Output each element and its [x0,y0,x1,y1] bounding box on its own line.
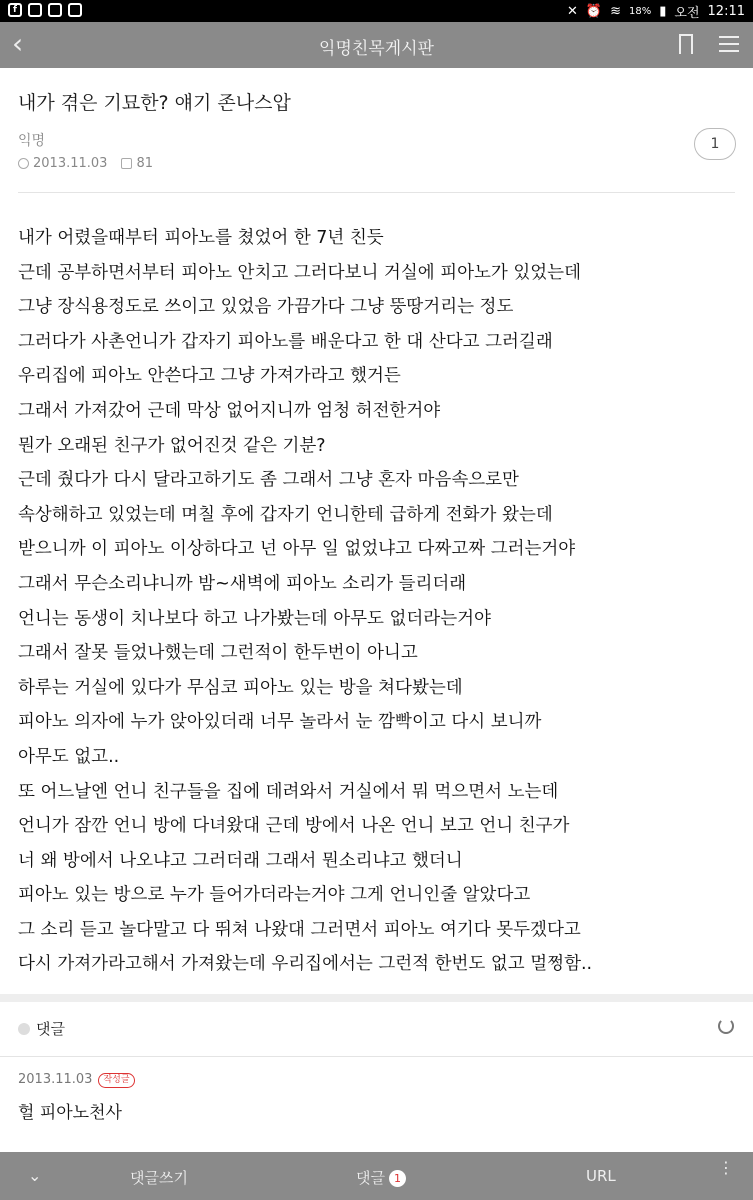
instagram-icon-2 [68,3,82,17]
app-bar [0,22,753,68]
post-line: 그냥 장식용정도로 쓰이고 있었음 가끔가다 그냥 뚱땅거리는 정도 [18,297,514,318]
post-line: 너 왜 방에서 나오냐고 그러더래 그래서 뭔소리냐고 했더니 [18,850,463,871]
post-line: 내가 어렸을때부터 피아노를 쳤었어 한 7년 친듯 [18,228,384,248]
post-line: 피아노 의자에 누가 앉아있더래 너무 놀라서 눈 깜빡이고 다시 보니까 [18,712,542,733]
post-line: 언니가 잠깐 언니 방에 다녀왔대 근데 방에서 나온 언니 보고 언니 친구가 [18,816,570,837]
url-button[interactable]: URL [586,1167,616,1185]
divider [18,192,735,193]
status-bar [0,0,753,22]
post-body [18,221,738,982]
comments-button-label: 댓글 [356,1169,385,1187]
post-line: 우리집에 피아노 안쓴다고 그냥 가져가라고 했거든 [18,366,401,387]
post-line: 아무도 없고.. [18,746,120,767]
author-badge: 작성글 [98,1073,134,1088]
bottom-bar [0,1152,753,1200]
post-line: 그러다가 사촌언니가 갑자기 피아노를 배운다고 한 대 산다고 그러길래 [18,331,553,352]
post-author: 익명 [18,133,46,149]
post-line: 속상해하고 있었는데 며칠 후에 갑자기 언니한테 급하게 전화가 왔는데 [18,504,553,525]
refresh-icon[interactable] [718,1018,734,1034]
post-date: 2013.11.03 [33,156,108,171]
comment-date-text: 2013.11.03 [18,1072,93,1087]
post-line: 근데 공부하면서부터 피아노 안치고 그러다보니 거실에 피아노가 있었는데 [18,262,581,283]
back-icon[interactable]: ‹ [12,27,24,60]
status-notification-icons [8,3,82,17]
board-title: 익명친목게시판 [319,39,434,59]
view-count-icon [121,158,132,169]
divider [0,1056,753,1057]
comments-header-label: 댓글 [36,1020,65,1038]
comments-count-badge: 1 [389,1170,406,1187]
more-icon[interactable]: ⋮ [718,1158,734,1177]
wifi-icon: ≋ [610,4,622,19]
post-line: 하루는 거실에 있다가 무심코 피아노 있는 방을 쳐다봤는데 [18,677,463,698]
post-line: 또 어느날엔 언니 친구들을 집에 데려와서 거실에서 뭐 먹으면서 노는데 [18,781,559,802]
battery-percent: 18% [629,6,652,17]
post-views: 81 [136,156,153,171]
post-title: 내가 겪은 기묘한? 얘기 존나스압 [18,92,291,114]
comments-header [18,1018,65,1039]
bookmark-icon[interactable] [679,34,693,54]
ampm: 오전 [674,6,700,21]
post-line: 근데 줬다가 다시 달라고하기도 좀 그래서 그냥 혼자 마음속으로만 [18,470,519,491]
chevron-down-icon[interactable]: ⌄ [28,1166,42,1185]
alarm-icon: ⏰ [585,4,603,19]
post-line: 다시 가져가라고해서 가져왔는데 우리집에서는 그런적 한번도 없고 멀쩡함.. [18,954,593,975]
post-line: 뭔가 오래된 친구가 없어진것 같은 기분? [18,435,326,456]
write-comment-button[interactable]: 댓글쓰기 [130,1169,188,1187]
gallery-icon [28,3,42,17]
instagram-icon [48,3,62,17]
comments-button[interactable] [356,1167,406,1188]
post-line: 그래서 잘못 들었나했는데 그런적이 한두번이 아니고 [18,643,418,664]
facebook-icon: f [8,3,22,17]
battery-icon: ▮ [659,4,667,19]
comment-icon [18,1023,30,1035]
mute-icon: ✕ [567,4,578,19]
post-line: 언니는 동생이 치나보다 하고 나가봤는데 아무도 없더라는거야 [18,608,491,629]
post-line: 그래서 가져갔어 근데 막상 없어지니까 엄청 허전한거야 [18,400,441,421]
comment-date [18,1072,135,1088]
section-gap [0,994,753,1002]
post-line: 피아노 있는 방으로 누가 들어가더라는거야 그게 언니인줄 알았다고 [18,885,531,906]
clock: 12:11 [707,4,745,19]
post-line: 받으니까 이 피아노 이상하다고 넌 아무 일 없었냐고 다짜고짜 그러는거야 [18,539,576,560]
menu-icon[interactable] [719,36,739,57]
post-line: 그 소리 듣고 놀다말고 다 뛰쳐 나왔대 그러면서 피아노 여기다 못두겠다고 [18,919,581,940]
post-line: 그래서 무슨소리냐니까 밤~새벽에 피아노 소리가 들리더래 [18,573,467,594]
status-right [567,2,745,21]
comment-text: 헐 피아노천사 [18,1103,122,1123]
comment-count-bubble[interactable]: 1 [694,128,736,160]
clock-icon [18,158,29,169]
post-meta [18,156,153,171]
